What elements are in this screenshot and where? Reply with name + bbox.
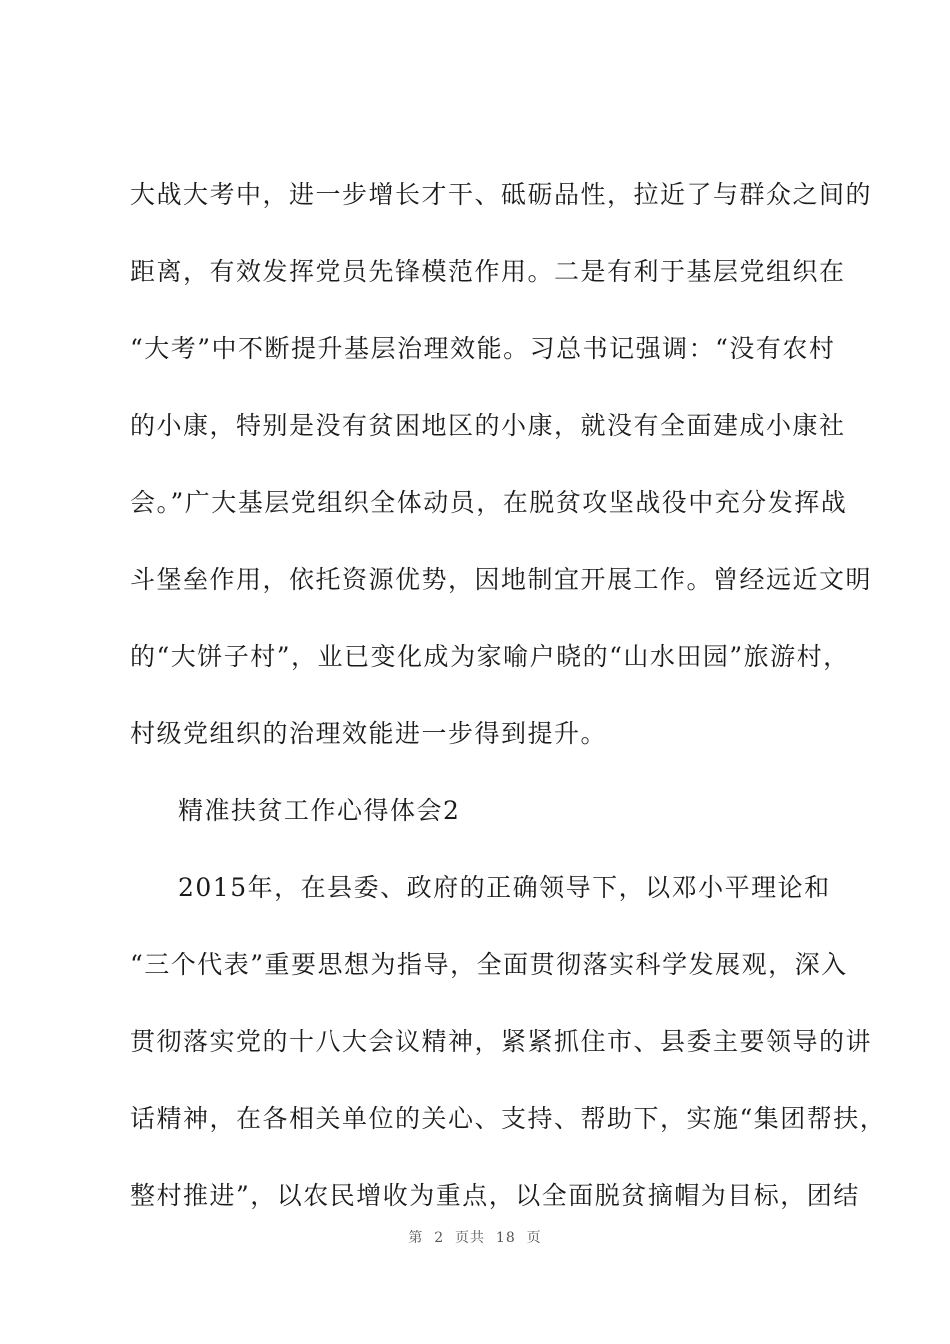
section-title: 精准扶贫工作心得体会2: [178, 796, 461, 825]
body-line: 村级党组织的治理效能进一步得到提升。: [130, 719, 608, 748]
body-line: 的“大饼子村”，业已变化成为家喻户晓的“山水田园”旅游村，: [130, 642, 850, 671]
body-line: 大战大考中，进一步增长才干、砥砺品性，拉近了与群众之间的: [130, 180, 873, 209]
body-line: 2015年，在县委、政府的正确领导下，以邓小平理论和: [178, 873, 831, 902]
body-line: 斗堡垒作用，依托资源优势，因地制宜开展工作。曾经远近文明: [130, 565, 873, 594]
body-line: 整村推进”，以农民增收为重点，以全面脱贫摘帽为目标，团结: [130, 1181, 860, 1210]
body-line: 贯彻落实党的十八大会议精神，紧紧抓住市、县委主要领导的讲: [130, 1027, 873, 1056]
body-line: 会。”广大基层党组织全体动员，在脱贫攻坚战役中充分发挥战: [130, 488, 848, 517]
body-line: 的小康，特别是没有贫困地区的小康，就没有全面建成小康社: [130, 411, 846, 440]
page-number-footer: 第 2 页共 18 页: [408, 1230, 542, 1246]
body-line: 话精神，在各相关单位的关心、支持、帮助下，实施“集团帮扶，: [130, 1104, 887, 1133]
body-line: “三个代表”重要思想为指导，全面贯彻落实科学发展观，深入: [130, 950, 848, 979]
body-line: 距离，有效发挥党员先锋模范作用。二是有利于基层党组织在: [130, 257, 846, 286]
body-line: “大考”中不断提升基层治理效能。习总书记强调：“没有农村: [130, 334, 836, 363]
